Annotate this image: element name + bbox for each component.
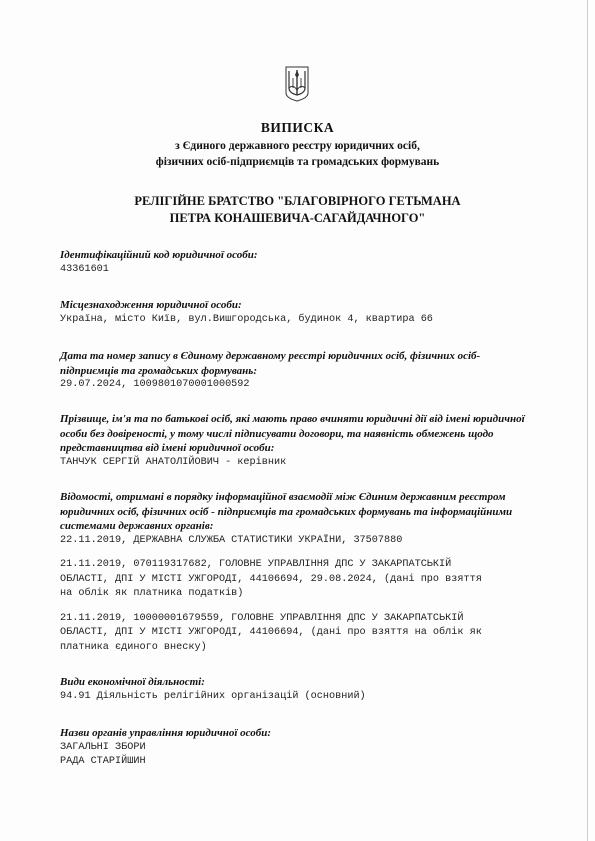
info-exchange-entry2-line2: ОБЛАСТІ, ДПІ У МІСТІ УЖГОРОДІ, 44106694, 29.08.2024, (дані про взяття (60, 573, 482, 585)
info-exchange-label-line2: юридичних осіб, фізичних осіб - підприємців та громадських формувань та інформаційними (60, 505, 513, 518)
location-section (60, 298, 550, 327)
location-label: Місцезнаходження юридичної особи: (60, 299, 242, 311)
registration-label-line1: Дата та номер запису в Єдиному державному реєстрі юридичних осіб, фізичних осіб- (60, 350, 481, 362)
representatives-label-line3: представництва від імені юридичної особи: (60, 442, 275, 454)
info-exchange-entry2-line1: 21.11.2019, 070119317682, ГОЛОВНЕ УПРАВЛІННЯ ДПС У ЗАКАРПАТСЬКІЙ (60, 559, 452, 570)
location-value: Україна, місто Київ, вул.Вишгородська, будинок 4, квартира 66 (60, 313, 433, 325)
info-exchange-entry3-line2: ОБЛАСТІ, ДПІ У МІСТІ УЖГОРОДІ, 44106694, (дані про взяття на облік як (60, 627, 482, 638)
info-exchange-entry3-line1: 21.11.2019, 10000001679559, ГОЛОВНЕ УПРАВЛІННЯ ДПС У ЗАКАРПАТСЬКІЙ (60, 612, 464, 624)
representatives-value: ТАНЧУК СЕРГІЙ АНАТОЛІЙОВИЧ - керівник (60, 456, 287, 468)
representatives-section (60, 412, 550, 470)
organization-name-line1: РЕЛІГІЙНЕ БРАТСТВО "БЛАГОВІРНОГО ГЕТЬМАНА (134, 194, 461, 208)
id-code-section (60, 248, 550, 277)
representatives-label-line2: особи без довіреності, у тому числі підписувати договори, та наявність обмежень щодо (60, 427, 494, 440)
info-exchange-label-line3: системами державних органів: (60, 520, 214, 532)
governing-bodies-label: Назви органів управління юридичної особи: (60, 727, 272, 739)
organization-name-line2: ПЕТРА КОНАШЕВИЧА-САГАЙДАЧНОГО" (169, 211, 426, 225)
activities-label: Види економічної діяльності: (60, 676, 205, 688)
activities-value: 94.91 Діяльність релігійних організацій (основний) (60, 690, 366, 702)
info-exchange-entry3-line3: платника єдиного внеску) (60, 641, 207, 653)
governing-bodies-value1: ЗАГАЛЬНІ ЗБОРИ (60, 741, 146, 753)
info-exchange-entry2-line3: на облік як платника податків) (60, 588, 244, 599)
info-exchange-entry1: 22.11.2019, ДЕРЖАВНА СЛУЖБА СТАТИСТИКИ УКРАЇНИ, 37507880 (60, 534, 403, 546)
id-code-value: 43361601 (60, 263, 109, 275)
registration-value: 29.07.2024, 1009801070001000592 (60, 379, 250, 390)
registration-section (60, 349, 550, 393)
governing-bodies-value2: РАДА СТАРІЙШИН (60, 756, 146, 767)
document-title: ВИПИСКА (260, 120, 335, 135)
info-exchange-section (60, 490, 550, 655)
info-exchange-label-line1: Відомості, отримані в порядку інформаційної взаємодії між Єдиним державним реєстром (60, 491, 506, 503)
registration-label-line2: підприємців та громадських формувань: (60, 364, 257, 377)
activities-section (60, 675, 550, 704)
representatives-label-line1: Прізвище, ім'я та по батькові осіб, які мають право вчиняти юридичні дії від імені юридичної (60, 413, 525, 425)
document-subtitle-line1: з Єдиного державного реєстру юридичних осіб, (175, 140, 420, 152)
trident-emblem-icon (285, 66, 309, 102)
governing-bodies-section (60, 726, 550, 770)
document-subtitle-line2: фізичних осіб-підприємців та громадських формувань (155, 156, 440, 168)
id-code-label: Ідентифікаційний код юридичної особи: (60, 249, 258, 261)
